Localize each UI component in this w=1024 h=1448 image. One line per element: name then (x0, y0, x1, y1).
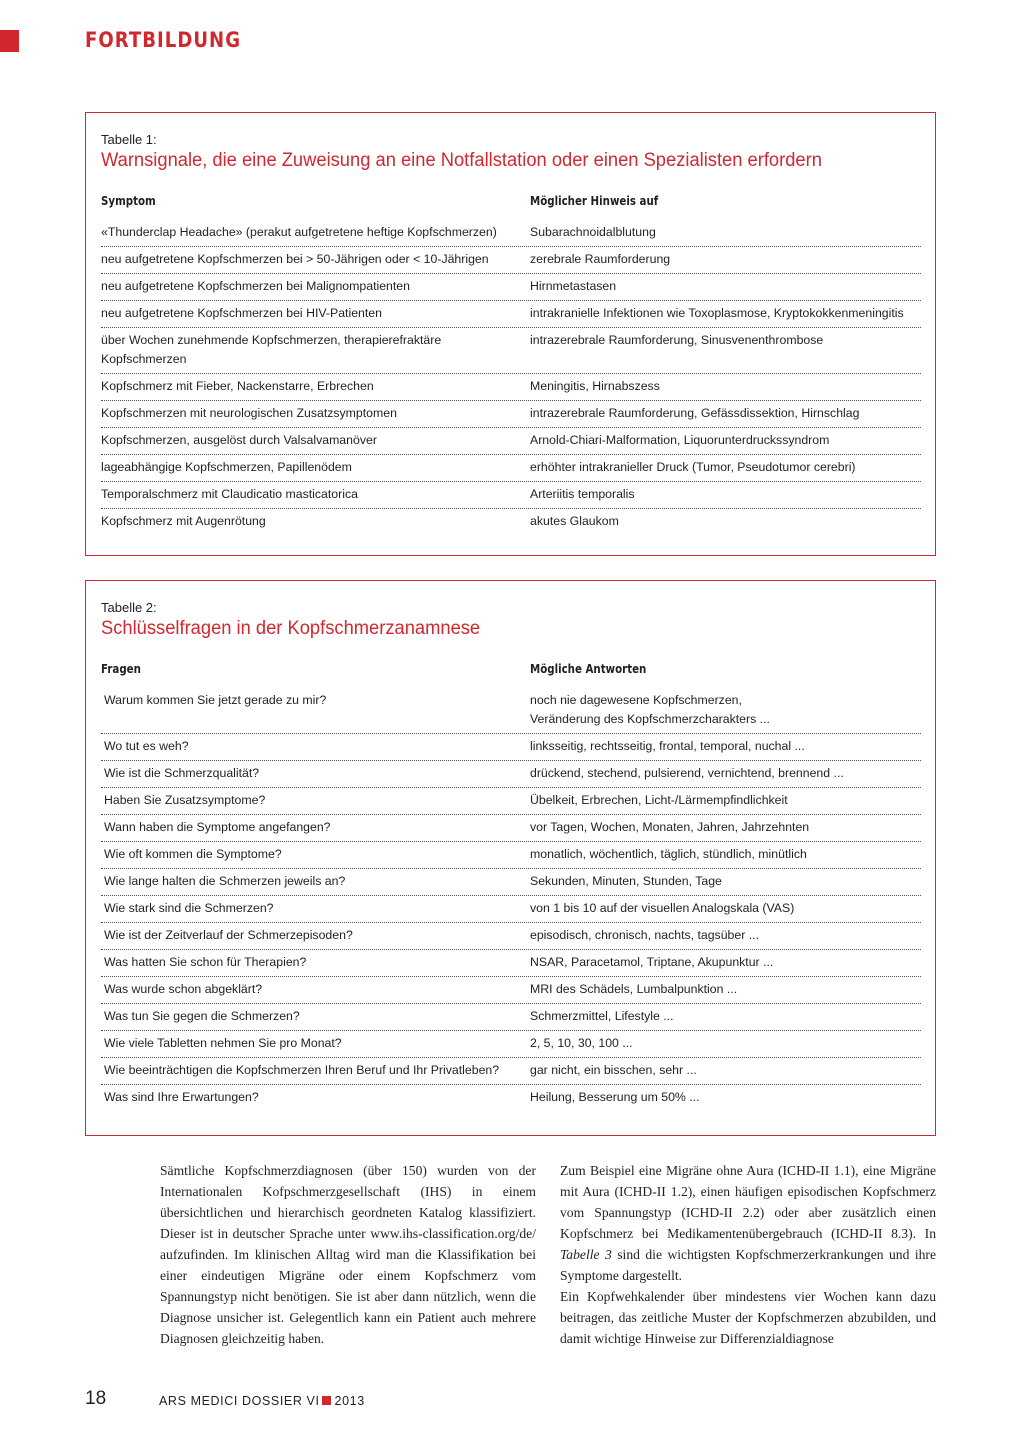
table2-box (85, 580, 936, 1136)
table-cell-right: Heilung, Besserung um 50% ... (530, 1090, 700, 1104)
table-cell-right: von 1 bis 10 auf der visuellen Analogskala (VAS) (530, 901, 795, 915)
table-cell-right: Hirnmetastasen (530, 279, 617, 293)
row-divider (101, 273, 921, 274)
table-cell-left: «Thunderclap Headache» (perakut aufgetretene heftige Kopfschmerzen) (101, 225, 497, 239)
body-text: Zum Beispiel eine Migräne ohne Aura (ICHD-II 1.1), eine Migräne mit Aura (ICHD-II 1.2), einen häufigen episodischen Kopfschmerz vom Spannungstyp (ICHD-II 2.2) oder aber zusätzlich einen Kopfschmerz bei Medikamentenübergebrauch (ICHD-II 8.3). In (560, 1163, 936, 1241)
row-divider (101, 400, 921, 401)
table-cell-left: Wie oft kommen die Symptome? (104, 847, 282, 861)
table-cell-right: Meningitis, Hirnabszess (530, 379, 660, 393)
table-cell-left: Wie ist der Zeitverlauf der Schmerzepisoden? (104, 928, 353, 942)
table-cell-right: erhöhter intrakranieller Druck (Tumor, Pseudotumor cerebri) (530, 460, 856, 474)
row-divider (101, 1084, 921, 1085)
row-divider (101, 1003, 921, 1004)
table1-header-symptom: Symptom (101, 193, 156, 208)
journal-year: 2013 (334, 1394, 365, 1408)
table-cell-left: Kopfschmerzen, ausgelöst durch Valsalvamanöver (101, 433, 377, 447)
table1-title: Warnsignale, die eine Zuweisung an eine Notfallstation oder einen Spezialisten erfordern (101, 150, 822, 171)
row-divider (101, 814, 921, 815)
table-cell-right: 2, 5, 10, 30, 100 ... (530, 1036, 633, 1050)
table-cell-right: Subarachnoidalblutung (530, 225, 656, 239)
row-divider (101, 949, 921, 950)
table-cell-left: Was hatten Sie schon für Therapien? (104, 955, 307, 969)
table-cell-left: neu aufgetretene Kopfschmerzen bei Malignompatienten (101, 279, 410, 293)
table-cell-left: Haben Sie Zusatzsymptome? (104, 793, 266, 807)
table-cell-line: Veränderung des Kopfschmerzcharakters ... (530, 712, 770, 726)
table-cell-left: Kopfschmerzen mit neurologischen Zusatzsymptomen (101, 406, 397, 420)
page-number: 18 (85, 1388, 107, 1409)
row-divider (101, 327, 921, 328)
table-cell-right: monatlich, wöchentlich, täglich, stündlich, minütlich (530, 847, 807, 861)
row-divider (101, 733, 921, 734)
table2-title: Schlüsselfragen in der Kopfschmerzanamnese (101, 618, 481, 639)
table-cell-left: Wie stark sind die Schmerzen? (104, 901, 274, 915)
table-cell-right: Arteriitis temporalis (530, 487, 635, 501)
row-divider (101, 373, 921, 374)
row-divider (101, 1030, 921, 1031)
table1-header-hinweis: Möglicher Hinweis auf (530, 193, 659, 208)
table-cell-left: Temporalschmerz mit Claudicatio masticatorica (101, 487, 358, 501)
journal-separator-square (322, 1396, 331, 1405)
table-cell-right: Übelkeit, Erbrechen, Licht-/Lärmempfindlichkeit (530, 793, 788, 807)
table1-label: Tabelle 1: (101, 132, 157, 147)
table-cell-right: gar nicht, ein bisschen, sehr ... (530, 1063, 697, 1077)
table-cell-left: Wann haben die Symptome angefangen? (104, 820, 331, 834)
row-divider (101, 841, 921, 842)
table-cell-right: intrazerebrale Raumforderung, Sinusvenenthrombose (530, 333, 824, 347)
table-cell-left: Was sind Ihre Erwartungen? (104, 1090, 259, 1104)
table-cell-left: Kopfschmerz mit Fieber, Nackenstarre, Erbrechen (101, 379, 374, 393)
row-divider (101, 508, 921, 509)
row-divider (101, 300, 921, 301)
table-cell-right: Schmerzmittel, Lifestyle ... (530, 1009, 674, 1023)
body-paragraph: Ein Kopfwehkalender über mindestens vier Wochen kann dazu beitragen, das zeitliche Muster der Kopfschmerzen abzubilden, und damit wichtige Hinweise zur Differenzialdiagnose (560, 1289, 936, 1346)
table1-box (85, 112, 936, 556)
body-column-left (160, 1160, 536, 1349)
table-cell-right: episodisch, chronisch, nachts, tagsüber ... (530, 928, 759, 942)
table-cell-left: lageabhängige Kopfschmerzen, Papillenödem (101, 460, 352, 474)
table-cell-left: Wie viele Tabletten nehmen Sie pro Monat? (104, 1036, 342, 1050)
row-divider (101, 922, 921, 923)
table-cell-left: Wo tut es weh? (104, 739, 189, 753)
table-cell-right: intrazerebrale Raumforderung, Gefässdissektion, Hirnschlag (530, 406, 860, 420)
table-cell-right: zerebrale Raumforderung (530, 252, 671, 266)
table2-label: Tabelle 2: (101, 600, 157, 615)
journal-name (159, 1394, 365, 1408)
row-divider (101, 481, 921, 482)
table2-header-antworten: Mögliche Antworten (530, 661, 647, 676)
body-paragraph (560, 1160, 936, 1286)
row-divider (101, 427, 921, 428)
table-cell-right: vor Tagen, Wochen, Monaten, Jahren, Jahrzehnten (530, 820, 810, 834)
table-cell-left: Warum kommen Sie jetzt gerade zu mir? (104, 693, 327, 707)
table-cell-right: Sekunden, Minuten, Stunden, Tage (530, 874, 722, 888)
journal-title: ARS MEDICI DOSSIER VI (159, 1394, 320, 1408)
table-cell-left: Was tun Sie gegen die Schmerzen? (104, 1009, 300, 1023)
row-divider (101, 760, 921, 761)
body-column-right (560, 1160, 936, 1349)
table-cell-right (530, 691, 930, 729)
table-cell-right: drückend, stechend, pulsierend, vernichtend, brennend ... (530, 766, 844, 780)
row-divider (101, 1057, 921, 1058)
table-cell-left: Was wurde schon abgeklärt? (104, 982, 263, 996)
table-cell-left: Wie lange halten die Schmerzen jeweils an? (104, 874, 346, 888)
row-divider (101, 787, 921, 788)
row-divider (101, 246, 921, 247)
table-cell-line: noch nie dagewesene Kopfschmerzen, (530, 693, 742, 707)
row-divider (101, 895, 921, 896)
table-cell-left: neu aufgetretene Kopfschmerzen bei HIV-Patienten (101, 306, 382, 320)
row-divider (101, 454, 921, 455)
section-title: FORTBILDUNG (85, 28, 242, 52)
section-color-mark (0, 30, 19, 52)
table3-reference: Tabelle 3 (560, 1247, 612, 1262)
row-divider (101, 976, 921, 977)
table-cell-left: Wie beeinträchtigen die Kopfschmerzen Ihren Beruf und Ihr Privatleben? (104, 1063, 500, 1077)
table-cell-right: NSAR, Paracetamol, Triptane, Akupunktur ... (530, 955, 774, 969)
table-cell-right: MRI des Schädels, Lumbalpunktion ... (530, 982, 738, 996)
table2-header-fragen: Fragen (101, 661, 141, 676)
table-cell-right: akutes Glaukom (530, 514, 619, 528)
row-divider (101, 868, 921, 869)
body-paragraph: Sämtliche Kopfschmerzdiagnosen (über 150) wurden von der Internationalen Kofpschmerzgesellschaft (IHS) in einem übersichtlichen und hierarchisch geordneten Katalog klassifiziert. Dieser ist in deutscher Sprache unter www.ihs-classification.org/de/ aufzufinden. Im klinischen Alltag wird man die Klassifikation bei einer eindeutigen Migräne oder einem Kopfschmerz vom Spannungstyp nicht benötigen. Sie ist aber dann nützlich, wenn die Diagnose unsicher ist. Gelegentlich kann ein Patient auch mehrere Diagnosen gleichzeitig haben. (160, 1163, 536, 1346)
table-cell-right: intrakranielle Infektionen wie Toxoplasmose, Kryptokokkenmeningitis (530, 306, 904, 320)
table-cell-left: über Wochen zunehmende Kopfschmerzen, therapierefraktäre Kopfschmerzen (101, 333, 442, 366)
table-cell-left: Kopfschmerz mit Augenrötung (101, 514, 266, 528)
body-text: sind die wichtigsten Kopfschmerzerkrankungen und ihre Symptome dargestellt. (560, 1247, 936, 1283)
table-cell-right: linksseitig, rechtsseitig, frontal, temporal, nuchal ... (530, 739, 805, 753)
table-cell-right: Arnold-Chiari-Malformation, Liquorunterdruckssyndrom (530, 433, 830, 447)
table-cell-left: Wie ist die Schmerzqualität? (104, 766, 260, 780)
table-cell-left: neu aufgetretene Kopfschmerzen bei > 50-Jährigen oder < 10-Jährigen (101, 252, 489, 266)
